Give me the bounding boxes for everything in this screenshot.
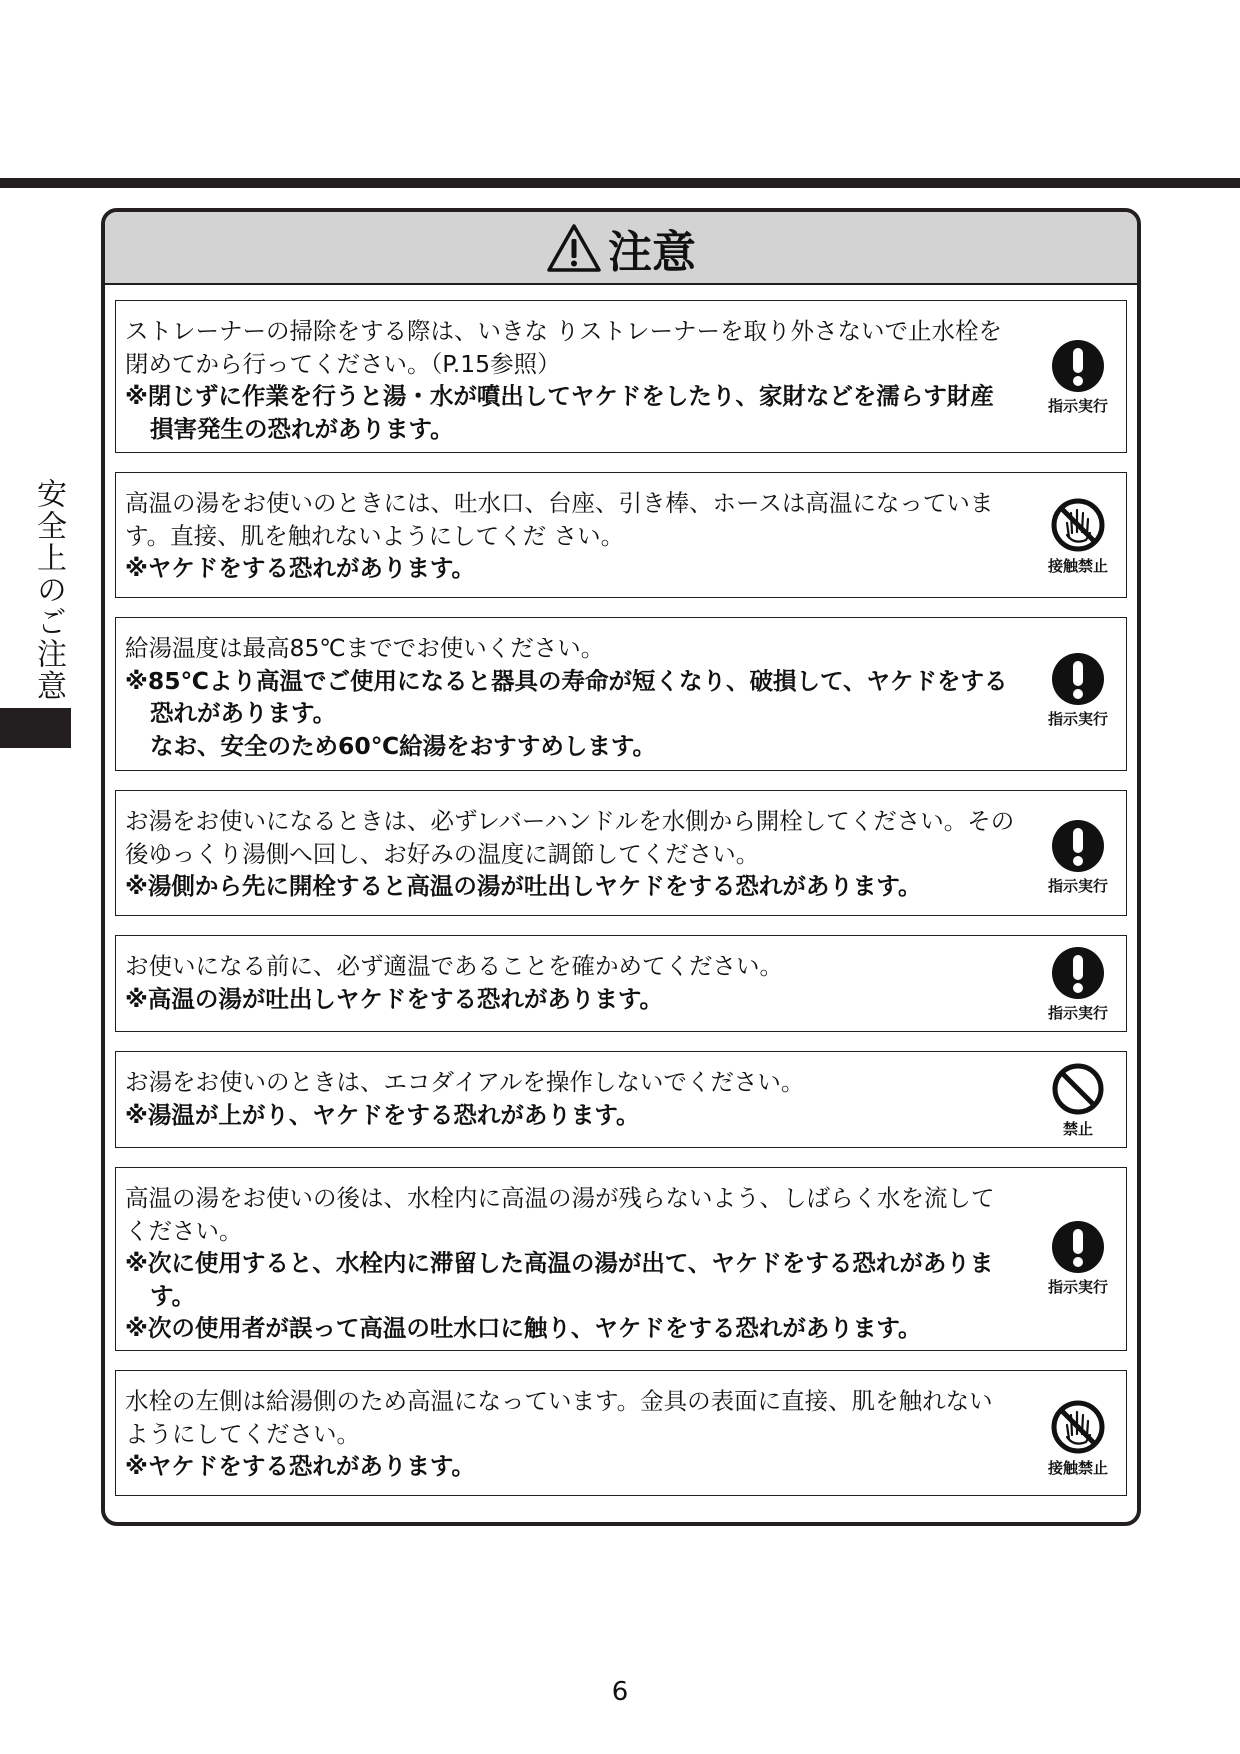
mandatory-icon <box>1051 819 1105 873</box>
caution-text: 高温の湯をお使いの後は、水栓内に高温の湯が残らないよう、しばらく水を流してください。 <box>125 1184 995 1245</box>
caution-note: ※ヤケドをする恐れがあります。 <box>125 554 475 582</box>
caution-item <box>115 1051 1127 1148</box>
mandatory-icon <box>1051 1220 1105 1274</box>
mandatory-icon <box>1051 339 1105 393</box>
section-tab-marker <box>0 708 71 748</box>
caution-item <box>115 472 1127 598</box>
caution-item <box>115 935 1127 1032</box>
caution-text: お湯をお使いになるときは、必ずレバーハンドルを水側から開栓してください。その後ゆっくり湯側へ回し、お好みの温度に調節してください。 <box>125 807 1015 868</box>
no-touch-mark <box>1040 497 1116 576</box>
icon-label: 指示実行 <box>1047 1004 1108 1022</box>
caution-note: ※次の使用者が誤って高温の吐水口に触り、ヤケドをする恐れがあります。 <box>125 1314 922 1342</box>
caution-text: 高温の湯をお使いのときには、吐水口、台座、引き棒、ホースは高温になっています。直接、肌を触れないようにしてくだ さい。 <box>125 489 994 550</box>
no-touch-mark <box>1040 1399 1116 1478</box>
caution-item <box>115 300 1127 453</box>
caution-note: ※高温の湯が吐出しヤケドをする恐れがあります。 <box>125 984 663 1013</box>
mandatory-mark <box>1040 1220 1116 1297</box>
mandatory-mark <box>1040 946 1116 1023</box>
caution-text: 水栓の左側は給湯側のため高温になっています。金具の表面に直接、肌を触れないようにしてください。 <box>125 1387 993 1448</box>
caution-note: ※85℃より高温でご使用になると器具の寿命が短くなり、破損して、ヤケドをする恐れがあります。 <box>125 666 1008 727</box>
caution-note: ※次に使用すると、水栓内に滞留した高温の湯が出て、ヤケドをする恐れがあります。 <box>125 1249 994 1310</box>
caution-item <box>115 1370 1127 1496</box>
mandatory-mark <box>1040 652 1116 729</box>
no-touch-icon <box>1050 497 1106 553</box>
icon-label: 禁止 <box>1062 1120 1093 1138</box>
icon-label: 指示実行 <box>1047 1278 1108 1296</box>
caution-title: 注意 <box>608 226 696 278</box>
caution-note: なお、安全のため60℃給湯をおすすめします。 <box>150 731 657 760</box>
caution-text: 給湯温度は最高85℃まででお使いください。 <box>125 634 605 662</box>
caution-item <box>115 1167 1127 1351</box>
caution-item <box>115 790 1127 916</box>
caution-text: ストレーナーの掃除をする際は、いきな りストレーナーを取り外さないで止水栓を閉めてから行ってください。（P.15参照） <box>125 317 1002 378</box>
caution-panel <box>101 208 1141 1526</box>
mandatory-mark <box>1040 819 1116 896</box>
page-number: 6 <box>611 1677 629 1707</box>
caution-note: ※閉じずに作業を行うと湯・水が噴出してヤケドをしたり、家財などを濡らす財産損害発生の恐れがあります。 <box>125 382 994 443</box>
caution-header <box>105 212 1137 285</box>
caution-note: ※ヤケドをする恐れがあります。 <box>125 1452 475 1480</box>
warning-triangle-icon <box>546 223 602 273</box>
icon-label: 指示実行 <box>1047 397 1108 415</box>
icon-label: 接触禁止 <box>1047 1459 1108 1477</box>
caution-text: お湯をお使いのときは、エコダイアルを操作しないでください。 <box>125 1068 805 1096</box>
section-side-label: 安全上のご注意 <box>31 478 66 702</box>
no-touch-icon <box>1050 1399 1106 1455</box>
caution-text: お使いになる前に、必ず適温であることを確かめてください。 <box>125 952 783 980</box>
caution-item <box>115 617 1127 771</box>
mandatory-icon <box>1051 652 1105 706</box>
mandatory-icon <box>1051 946 1105 1000</box>
icon-label: 接触禁止 <box>1047 557 1108 575</box>
prohibited-icon <box>1051 1062 1105 1116</box>
top-rule <box>0 178 1240 188</box>
icon-label: 指示実行 <box>1047 877 1108 895</box>
caution-note: ※湯温が上がり、ヤケドをする恐れがあります。 <box>125 1100 640 1129</box>
icon-label: 指示実行 <box>1047 710 1108 728</box>
mandatory-mark <box>1040 339 1116 416</box>
caution-note: ※湯側から先に開栓すると高温の湯が吐出しヤケドをする恐れがあります。 <box>125 872 922 900</box>
prohibited-mark <box>1040 1062 1116 1139</box>
